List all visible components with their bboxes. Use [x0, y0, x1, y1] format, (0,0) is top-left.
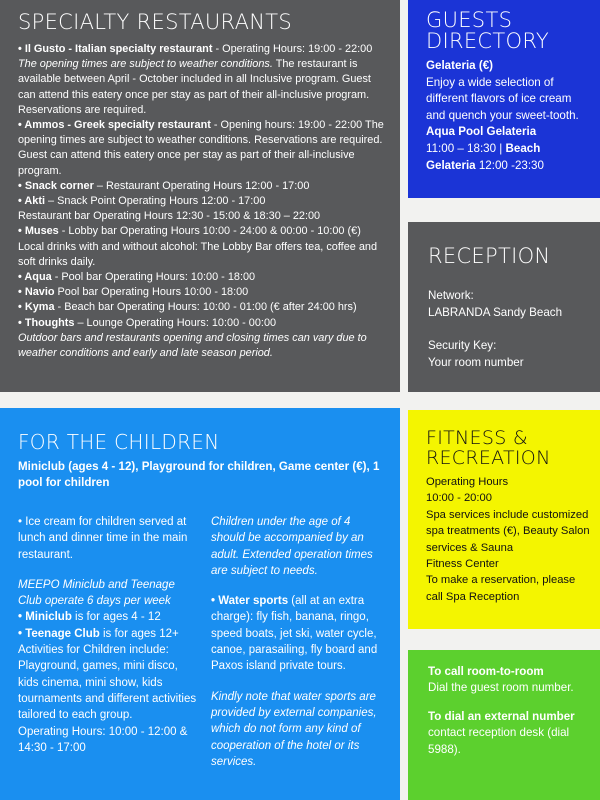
guests-directory-panel	[408, 0, 600, 198]
calls-panel	[408, 650, 600, 800]
children-left-column	[18, 514, 200, 756]
children-panel	[0, 408, 400, 800]
fitness-panel	[408, 410, 600, 629]
under4-note: Children under the age of 4 should be accompanied by an adult. Extended operation times are subject to needs.	[211, 516, 373, 577]
akti-entry: • Akti – Snack Point Operating Hours 12:00 - 17:00	[18, 195, 266, 208]
external-call-desc: contact reception desk (dial 5988).	[428, 726, 570, 756]
reception-title: RECEPTION	[428, 244, 551, 268]
snack-entry: • Snack corner – Restaurant Operating Hours 12:00 - 17:00	[18, 179, 310, 192]
gelateria-hours: 11:00 – 18:30 | Beach Gelateria 12:00 -23:30	[426, 141, 544, 172]
children-right-column	[211, 514, 386, 770]
outdoor-note: Outdoor bars and restaurants opening and closing times can vary due to weather conditions and early and late season period.	[18, 331, 367, 360]
room-call-label: To call room-to-room	[428, 665, 544, 678]
restaurant-bar-entry: Restaurant bar Operating Hours 12:30 - 15:00 & 18:30 – 22:00	[18, 210, 321, 223]
muses-entry: • Muses - Lobby bar Operating Hours 10:00 - 24:00 & 00:00 - 10:00 (€) Local drinks with and without alcohol: The Lobby Bar offers tea, coffee and soft drinks daily.	[18, 225, 378, 268]
fitness-title: FITNESS & RECREATION	[426, 427, 551, 469]
fitness-body	[426, 474, 590, 605]
ammos-entry: • Ammos - Greek specialty restaurant - Opening hours: 19:00 - 22:00 The opening times are subject to weather conditions. Reservations are required. Guest can attend this eatery once per stay as part of their all-inclusive program.	[18, 119, 384, 177]
network-label: Network:	[428, 289, 474, 302]
water-sports-entry: • Water sports (all at an extra charge): fly fish, banana, ringo, speed boats, jet ski, water cycle, canoe, parasailing, fly board and Paxos island private tours.	[211, 595, 378, 673]
icecream-entry: • Ice cream for children served at lunch and dinner time in the main restaurant.	[18, 516, 188, 561]
room-call-desc: Dial the guest room number.	[428, 681, 574, 695]
spa-services: Spa services include customized spa treatments (€), Beauty Salon services & Sauna	[426, 508, 590, 554]
specialty-title: SPECIALTY RESTAURANTS	[18, 10, 293, 34]
fitness-center: Fitness Center	[426, 558, 499, 571]
reception-panel	[408, 222, 600, 392]
teen-club-entry: • Teenage Club is for ages 12+	[18, 627, 179, 640]
network-value: LABRANDA Sandy Beach	[428, 305, 563, 319]
guests-body	[426, 58, 590, 174]
external-call-label: To dial an external number	[428, 709, 575, 723]
kyma-entry: • Kyma - Beach bar Operating Hours: 10:00 - 01:00 (€ after 24:00 hrs)	[18, 301, 357, 314]
fitness-hours-value: 10:00 - 20:00	[426, 492, 492, 505]
security-key-value: Your room number	[428, 355, 524, 369]
aqua-gelateria-label: Aqua Pool Gelateria	[426, 125, 537, 139]
activities-entry: Activities for Children include: Playground, games, mini disco, kids cinema, mini show, kids tournaments and different activities tailored to each group.	[18, 644, 197, 722]
meepo-entry: MEEPO Miniclub and Teenage Club operate 6 days per week	[18, 578, 175, 608]
children-hours: Operating Hours: 10:00 - 12:00 & 14:30 - 17:00	[18, 725, 188, 754]
specialty-restaurants-panel	[0, 0, 400, 392]
fitness-hours-label: Operating Hours	[426, 476, 509, 488]
aqua-entry: • Aqua - Pool bar Operating Hours: 10:00 - 18:00	[18, 271, 256, 284]
gelateria-desc: Enjoy a wide selection of different flavors of ice cream and quench your sweet-tooth.	[426, 75, 579, 122]
water-sports-note: Kindly note that water sports are provided by external companies, which do not form any kind of cooperation of the hotel or its services.	[211, 690, 377, 768]
children-intro: Miniclub (ages 4 - 12), Playground for children, Game center (€), 1 pool for children	[18, 460, 380, 490]
specialty-body	[18, 42, 388, 361]
guests-title: GUESTS DIRECTORY	[426, 8, 550, 53]
security-key-label: Security Key:	[428, 339, 497, 352]
thoughts-entry: • Thoughts – Lounge Operating Hours: 10:00 - 00:00	[18, 316, 277, 329]
calls-body	[428, 664, 590, 758]
navio-entry: • Navio Pool bar Operating Hours 10:00 - 18:00	[18, 286, 249, 299]
spa-reservation: To make a reservation, please call Spa Reception	[426, 574, 576, 603]
gelateria-label: Gelateria (€)	[426, 59, 494, 72]
miniclub-entry: • Miniclub is for ages 4 - 12	[18, 611, 161, 624]
ilgusto-entry: • Il Gusto - Italian specialty restaurant - Operating Hours: 19:00 - 22:00 The opening times are subject to weather conditions. The restaurant is available between April - October included in all Inclusive program. Guest can attend this eatery once per stay as part of their all-inclusive program. Reservations are required.	[18, 43, 373, 116]
reception-body	[428, 288, 590, 371]
children-title: FOR THE CHILDREN	[18, 430, 220, 454]
